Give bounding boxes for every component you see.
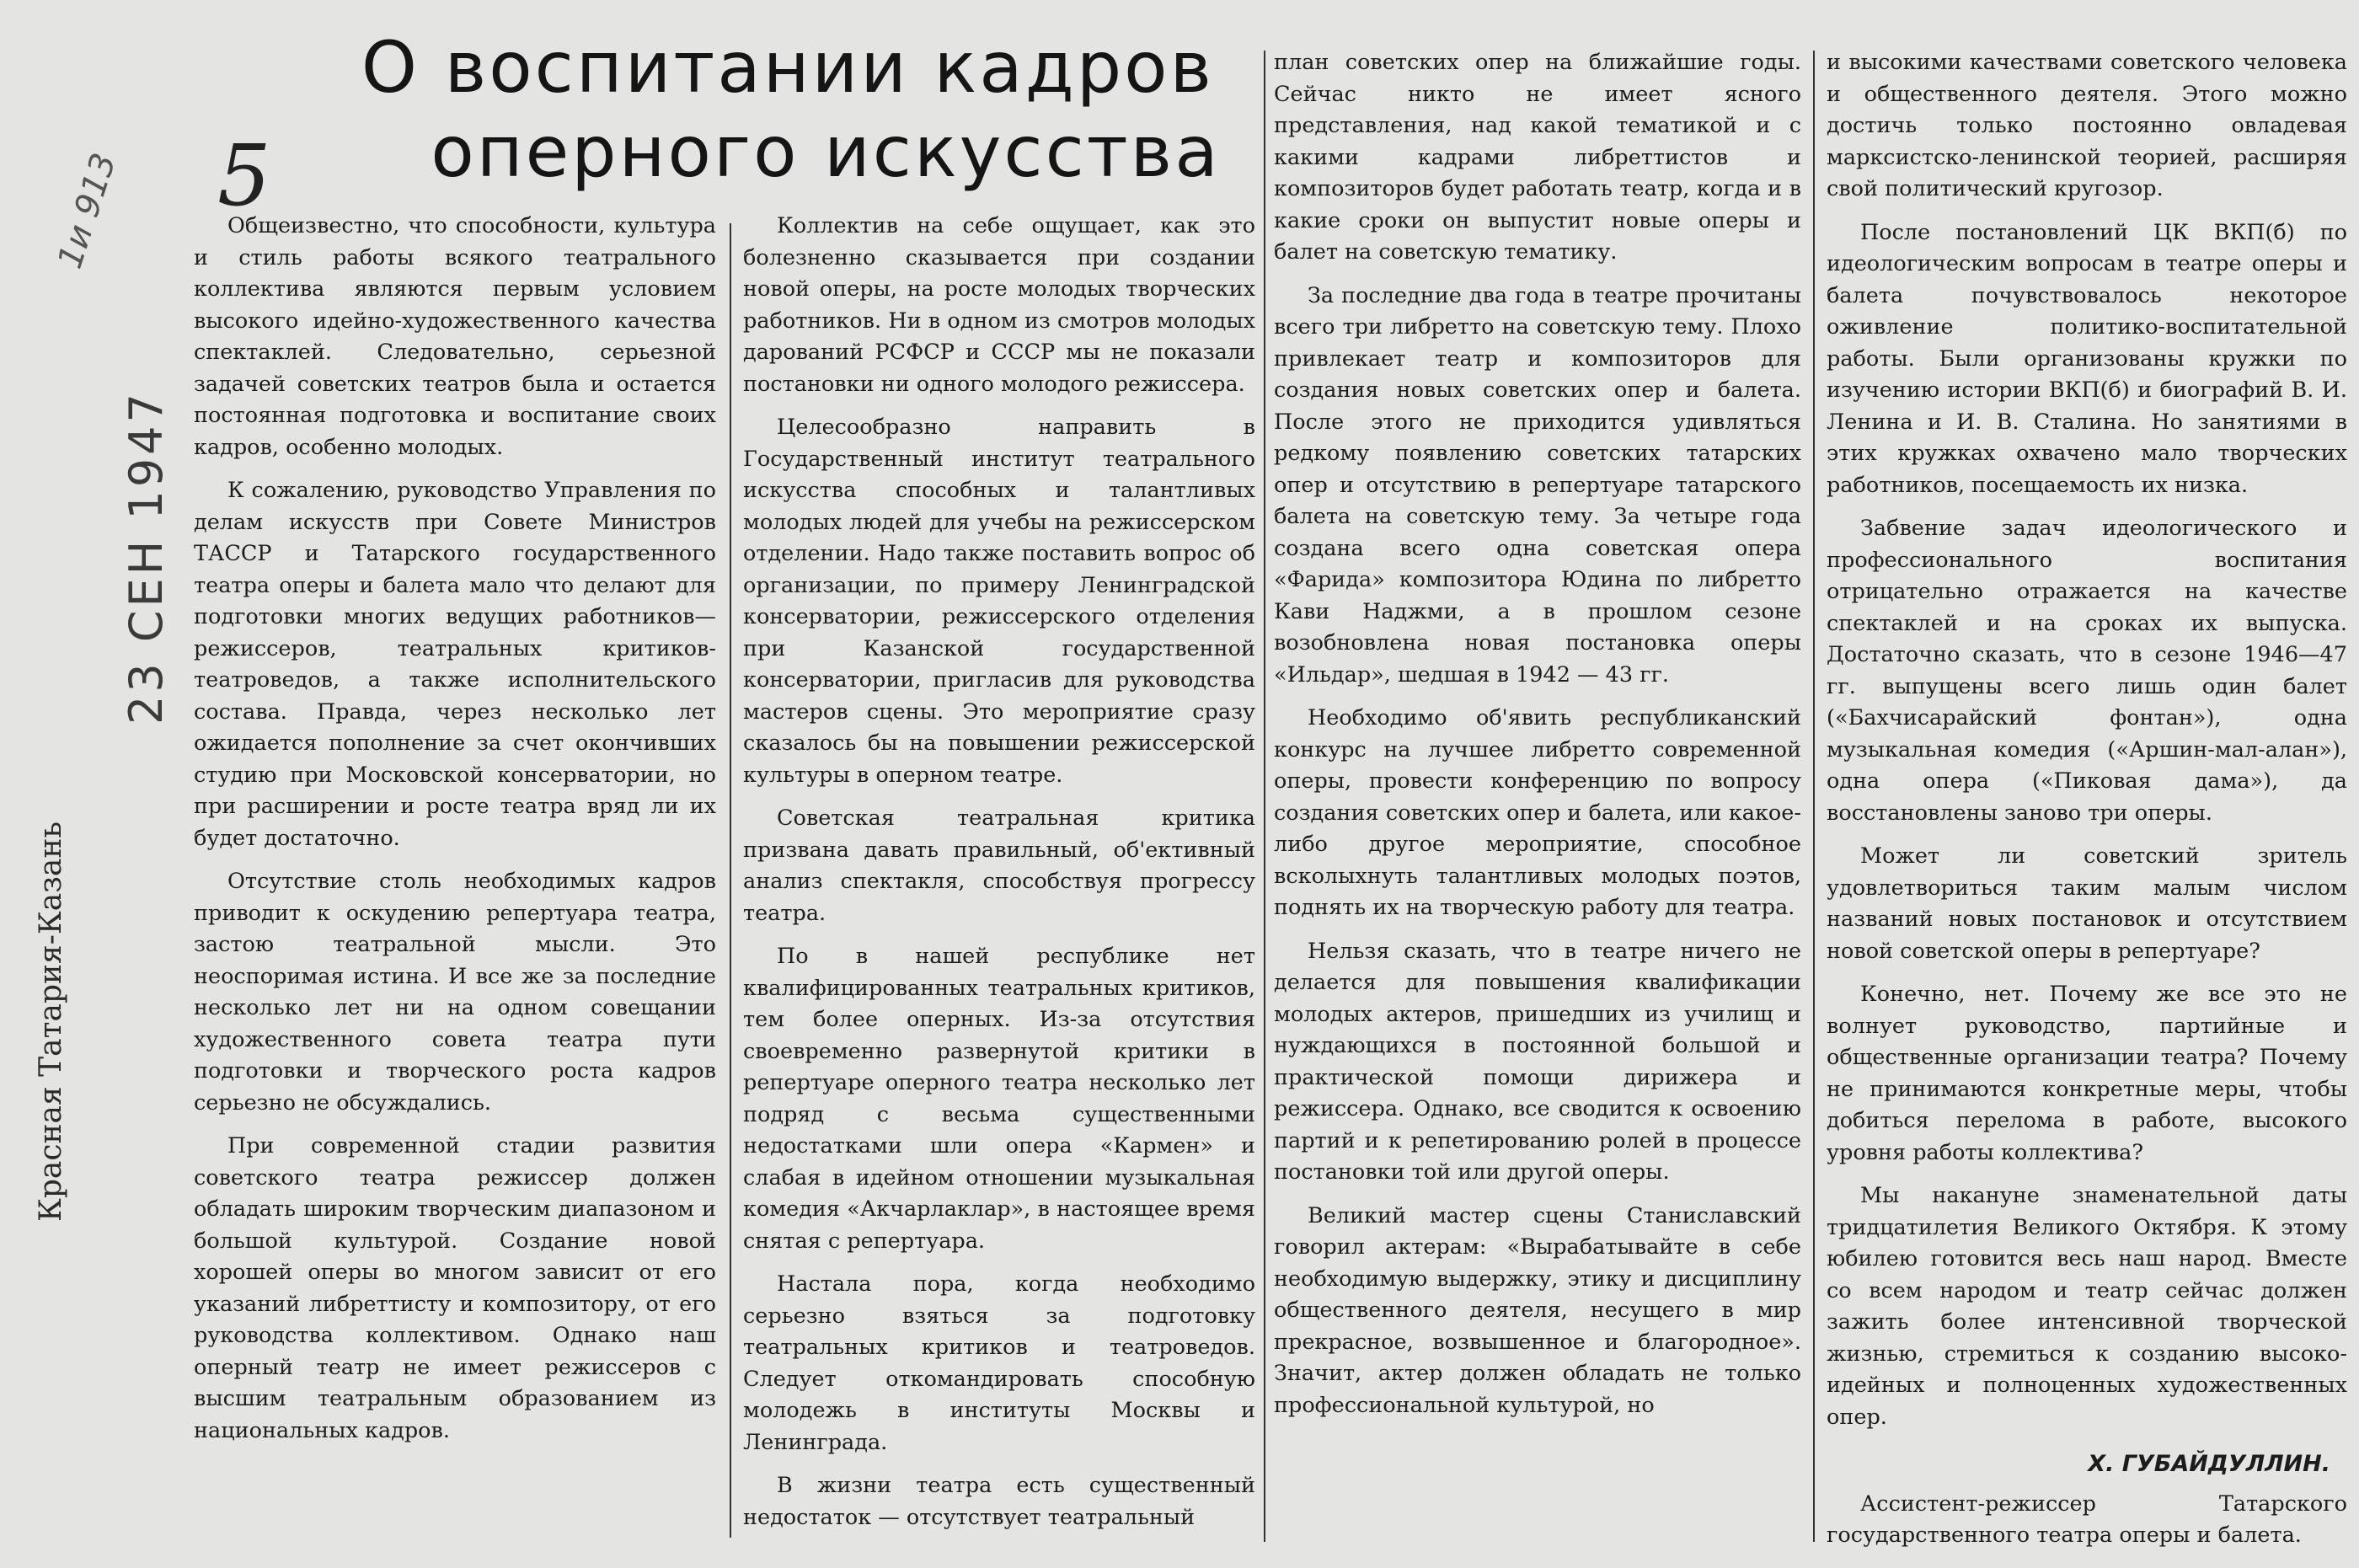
- column-divider: [730, 223, 731, 1538]
- paragraph: За последние два года в театре прочитаны всего три либретто на советскую тему. Плохо привлекает театр и композиторов для создания новых советских опер и балета. После этого не приходится удивляться редкому появлению советских татарских опер и отсутствию в репертуаре татарского балета на советскую тему. За четыре года создана всего одна советская опера «Фарида» композитора Юдина по либретто Кави Наджми, а в прошлом сезоне возобновлена новая постановка оперы «Ильдар», шедшая в 1942 — 43 гг.: [1274, 282, 1801, 688]
- paragraph: план советских опер на ближайшие годы. Сейчас никто не имеет ясного представления, над какой тематикой и с какими кадрами либреттистов и композиторов будет работать театр, когда и в какие сроки он выпустит новые оперы и балет на советскую тематику.: [1274, 50, 1801, 265]
- article-title: [303, 25, 1272, 194]
- paragraph: Конечно, нет. Почему же все это не волнует руководство, партийные и общественные организации театра? Почему не принимаются конкретные меры, чтобы добиться перелома в работе, высокого уровня работы коллектива?: [1827, 982, 2347, 1165]
- title-line-1: О воспитании кадров: [361, 26, 1215, 109]
- paragraph: Может ли советский зритель удовлетвориться таким малым числом названий новых постановок и отсутствием новой советской оперы в репертуаре?: [1827, 843, 2347, 964]
- paragraph: Необходимо об'явить республиканский конкурс на лучшее либретто современной оперы, провести конференцию по вопросу создания советских опер и балета, или какое-либо другое мероприятие, способное всколыхнуть талантливых молодых поэтов, поднять их на творческую работу для театра.: [1274, 705, 1801, 920]
- column-divider: [1813, 51, 1815, 1542]
- paragraph: и высокими качествами советского человека и общественного деятеля. Этого можно достичь только постоянно овладевая марксистско-ленинской теорией, расширяя свой политический кругозор.: [1827, 50, 2347, 201]
- article-column-1: [194, 211, 716, 1458]
- paragraph: При современной стадии развития советского театра режиссер должен обладать широким творческим диапазоном и большой культурой. Создание новой хорошей оперы во многом зависит от его указаний либреттисту и композитору, от его руководства коллективом. Однако наш оперный театр не имеет режиссеров с высшим театральным образованием из национальных кадров.: [194, 1133, 716, 1443]
- column-divider: [1264, 51, 1265, 1542]
- paragraph: Целесообразно направить в Государственный институт театрального искусства способных и талантливых молодых людей для учебы на режиссерском отделении. Надо также поставить вопрос об организации, по примеру Ленинградской консерватории, режиссерского отделения при Казанской государственной консерватории, пригласив для руководства мастеров сцены. Это мероприятие сразу сказалось бы на повышении режиссерской культуры в оперном театре.: [743, 415, 1255, 788]
- paragraph: Великий мастер сцены Станиславский говорил актерам: «Вырабатывайте в себе необходимую выдержку, этику и дисциплину общественного деятеля, несущего в мир прекрасное, возвышенное и благородное». Значит, актер должен обладать не только профессиональной культурой, но: [1274, 1202, 1801, 1418]
- paragraph: По в нашей республике нет квалифицированных театральных критиков, тем более оперных. Из-за отсутствия своевременно развернутой критики в репертуаре оперного театра несколько лет подряд с весьма существенными недостатками шли опера «Кармен» и слабая в идейном отношении музыкальная комедия «Акчарлаклар», в настоящее время снятая с репертуара.: [743, 944, 1255, 1254]
- paragraph: Мы накануне знаменательной даты тридцатилетия Великого Октября. К этому юбилею готовится весь наш народ. Вместе со всем народом и театр сейчас должен зажить более интенсивной творческой жизнью, стремиться к созданию высоко-идейных и полноценных художественных опер.: [1827, 1183, 2347, 1430]
- date-stamp: 23 СЕН 1947: [120, 390, 173, 725]
- paragraph: Общеизвестно, что способности, культура и стиль работы всякого театрального коллектива являются первым условием высокого идейно-художественного качества спектаклей. Следовательно, серьезной задачей советских театров была и остается постоянная подготовка и воспитание своих кадров, особенно молодых.: [194, 213, 716, 460]
- article-column-3: [1274, 47, 1801, 1433]
- paragraph: Нельзя сказать, что в театре ничего не делается для повышения квалификации молодых актеров, пришедших из училищ и нуждающихся в постоянной большой и практической помощи дирижера и режиссера. Однако, все сводится к освоению партий и к репетированию ролей в процессе постановки той или другой оперы.: [1274, 938, 1801, 1185]
- paragraph: К сожалению, руководство Управления по делам искусств при Совете Министров ТАССР и Татарского государственного театра оперы и балета мало что делают для подготовки многих ведущих работников—режиссеров, театральных критиков-театроведов, а также исполнительского состава. Правда, через несколько лет ожидается пополнение за счет окончивших студию при Московской консерватории, но при расширении и росте театра вряд ли их будет достаточно.: [194, 478, 716, 851]
- author-signature: Х. ГУБАЙДУЛЛИН.: [2088, 1451, 2330, 1477]
- newspaper-name: Красная Татария-Казань: [34, 821, 68, 1222]
- handwritten-number: 5: [217, 126, 271, 225]
- paragraph: Отсутствие столь необходимых кадров приводит к оскудению репертуара театра, застою театральной мысли. Это неоспоримая истина. И все же за последние несколько лет ни на одном совещании художественного совета театра пути подготовки и творческого роста кадров серьезно не обсуждались.: [194, 869, 716, 1116]
- paragraph: Забвение задач идеологического и профессионального воспитания отрицательно отражается на качестве спектаклей и на сроках их выпуска. Достаточно сказать, что в сезоне 1946—47 гг. выпущены всего лишь один балет («Бахчисарайский фонтан»), одна музыкальная комедия («Аршин-мал-алан»), одна опера («Пиковая дама»), да восстановлены заново три оперы.: [1827, 516, 2347, 826]
- pencil-note: 1и 913: [51, 148, 125, 274]
- title-line-2: оперного искусства: [431, 110, 1221, 193]
- paragraph: Советская театральная критика призвана давать правильный, об'ективный анализ спектакля, способствуя прогрессу театра.: [743, 805, 1255, 926]
- paragraph: В жизни театра есть существенный недостаток — отсутствует театральный: [743, 1473, 1255, 1530]
- article-column-4: [1827, 47, 2347, 1564]
- article-column-2: [743, 211, 1255, 1545]
- paragraph: После постановлений ЦК ВКП(б) по идеологическим вопросам в театре оперы и балета почувствовалось некоторое оживление политико-воспитательной работы. Были организованы кружки по изучению истории ВКП(б) и биографий В. И. Ленина и И. В. Сталина. Но занятиями в этих кружках охвачено мало творческих работников, посещаемость их низка.: [1827, 219, 2347, 498]
- paragraph: Настала пора, когда необходимо серьезно взяться за подготовку театральных критиков и театроведов. Следует откомандировать способную молодежь в институты Москвы и Ленинграда.: [743, 1271, 1255, 1455]
- paragraph: Коллектив на себе ощущает, как это болезненно сказывается при создании новой оперы, на росте молодых творческих работников. Ни в одном из смотров молодых дарований РСФСР и СССР мы не показали постановки ни одного молодого режиссера.: [743, 213, 1255, 397]
- author-position: Ассистент-режиссер Татарского государственного театра оперы и балета.: [1827, 1490, 2347, 1548]
